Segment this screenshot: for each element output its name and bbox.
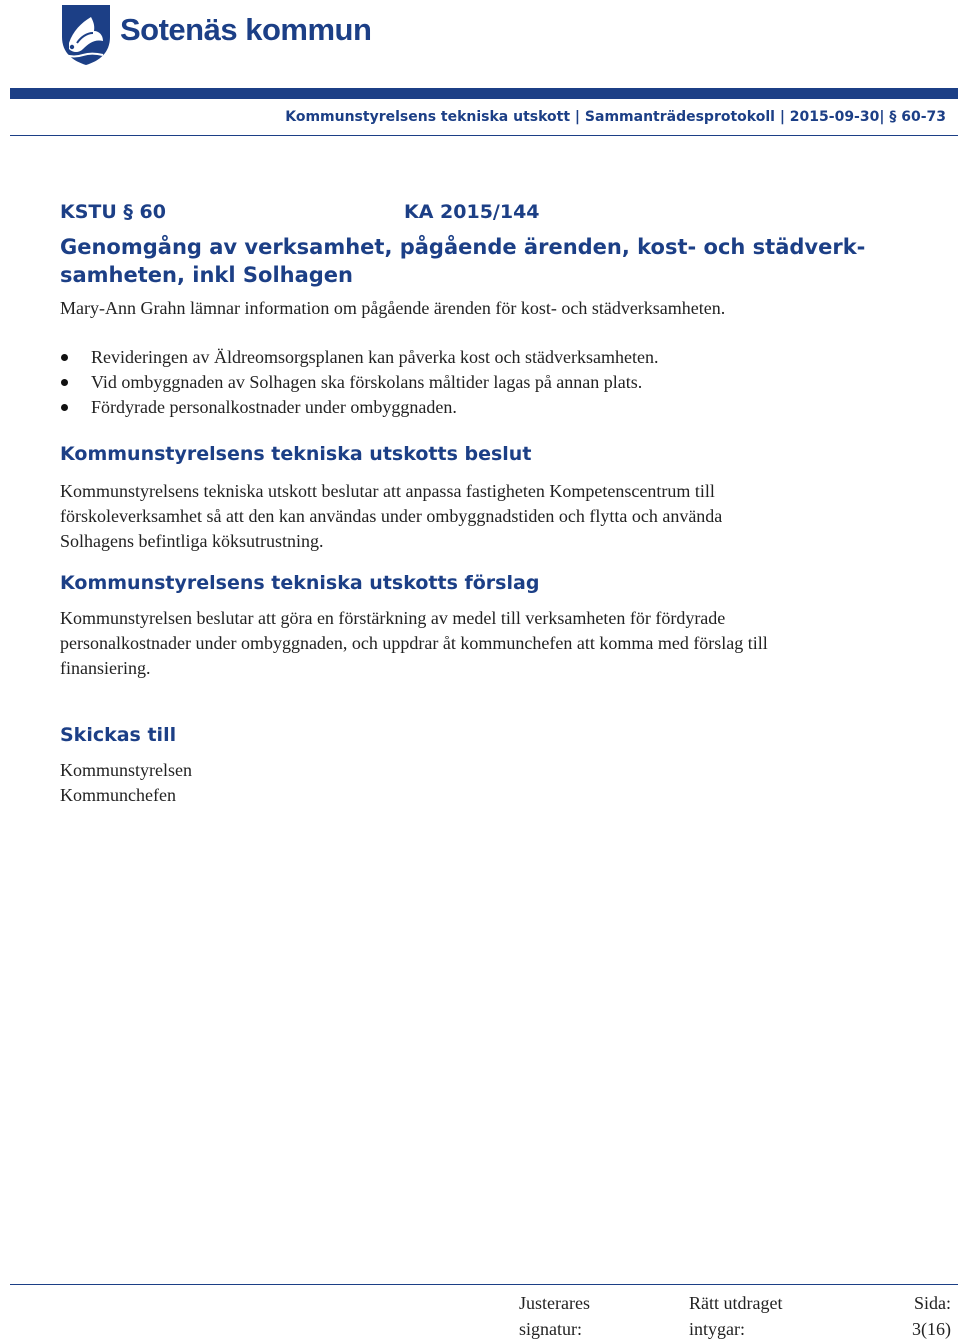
- footer-certify-field: [689, 1290, 782, 1342]
- recipient: Kommunstyrelsen: [60, 760, 192, 780]
- footer-page-number: 3(16): [912, 1319, 951, 1339]
- bullet-icon: [61, 404, 68, 411]
- footer-certify-label-1: Rätt utdraget: [689, 1293, 783, 1313]
- list-item: [60, 345, 659, 370]
- footer-signature-field: [519, 1290, 590, 1342]
- recipient-list: [60, 758, 192, 808]
- list-item-text: Vid ombyggnaden av Solhagen ska förskolans måltider lagas på annan plats.: [91, 372, 643, 392]
- list-item-text: Fördyrade personalkostnader under ombyggnaden.: [91, 397, 457, 417]
- running-header: Kommunstyrelsens tekniska utskott | Sammanträdesprotokoll | 2015-09-30| § 60-73: [285, 109, 946, 125]
- text-line: Kommunstyrelsens tekniska utskott beslutar att anpassa fastigheten Kompetenscentrum till: [60, 481, 715, 501]
- list-item: [60, 370, 659, 395]
- footer-divider: [10, 1284, 958, 1285]
- proposal-paragraph: [60, 606, 768, 681]
- header-accent-bar: [10, 88, 958, 99]
- intro-paragraph: Mary-Ann Grahn lämnar information om pågående ärenden för kost- och städverksamheten.: [60, 298, 726, 318]
- item-title-line-2: samheten, inkl Solhagen: [60, 263, 353, 287]
- header-divider: [10, 135, 958, 136]
- bullet-list: [60, 345, 659, 420]
- case-reference: KA 2015/144: [404, 201, 540, 223]
- text-line: Solhagens befintliga köksutrustning.: [60, 531, 324, 551]
- footer-page-field: [912, 1290, 951, 1342]
- footer-signature-label-2: signatur:: [519, 1319, 582, 1339]
- decision-paragraph: [60, 479, 722, 554]
- brand-name: Sotenäs kommun: [120, 12, 372, 47]
- text-line: personalkostnader under ombyggnaden, och uppdrar åt kommunchefen att komma med förslag till: [60, 633, 768, 653]
- bullet-icon: [61, 379, 68, 386]
- text-line: förskoleverksamhet så att den kan användas under ombyggnadstiden och flytta och använda: [60, 506, 723, 526]
- footer-certify-label-2: intygar:: [689, 1319, 745, 1339]
- list-item: [60, 395, 659, 420]
- decision-heading: Kommunstyrelsens tekniska utskotts beslut: [60, 443, 532, 465]
- municipal-coat-of-arms-icon: [59, 3, 113, 67]
- item-title-line-1: Genomgång av verksamhet, pågående ärenden, kost- och städverk-: [60, 235, 866, 259]
- item-id: KSTU § 60: [60, 201, 166, 223]
- list-item-text: Revideringen av Äldreomsorgsplanen kan påverka kost och städverksamheten.: [91, 347, 659, 367]
- footer-signature-label-1: Justerares: [519, 1293, 590, 1313]
- text-line: finansiering.: [60, 658, 151, 678]
- proposal-heading: Kommunstyrelsens tekniska utskotts förslag: [60, 572, 540, 594]
- bullet-icon: [61, 354, 68, 361]
- recipient: Kommunchefen: [60, 785, 176, 805]
- footer-page-label: Sida:: [913, 1293, 951, 1313]
- text-line: Kommunstyrelsen beslutar att göra en förstärkning av medel till verksamheten för fördyrade: [60, 608, 726, 628]
- item-title: [60, 233, 865, 289]
- send-to-heading: Skickas till: [60, 724, 177, 746]
